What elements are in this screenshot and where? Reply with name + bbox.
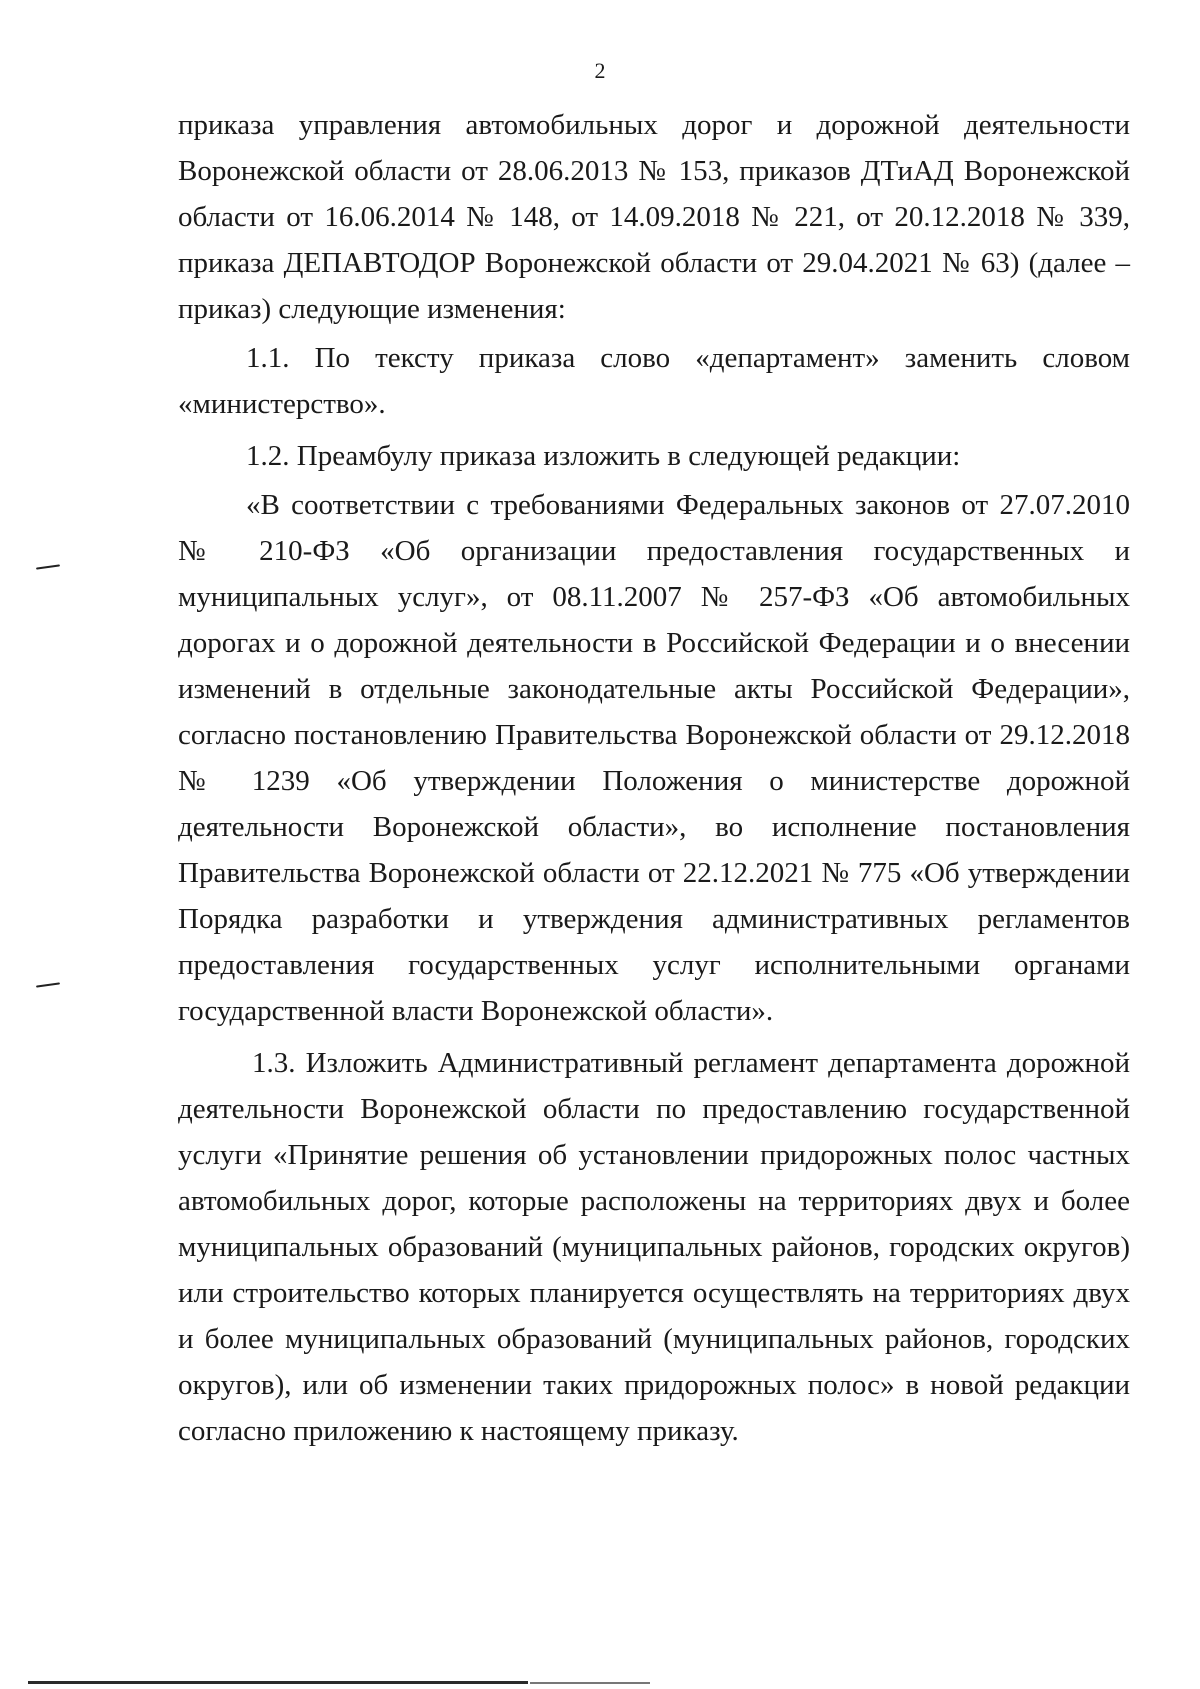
scan-artifact-mark [36,982,60,987]
paragraph-item-1-3: 1.3. Изложить Административный регламент департамента дорожной деятельности Воронежской области по предоставлению государственной услуги «Принятие решения об установлении придорожных полос частных автомобильных дорог, которые расположены на территориях двух и более муниципальных образований (муниципальных районов, городских округов) или строительство которых планируется осуществлять на территориях двух и более муниципальных образований (муниципальных районов, городских округов), или об изменении таких придорожных полос» в новой редакции согласно приложению к настоящему приказу. [178,1047,1130,1447]
paragraph-item-1-1: 1.1. По тексту приказа слово «департамент» заменить словом «министерство». [178,342,1130,420]
scan-bottom-edge [28,1681,528,1684]
paragraph-preamble-quote: «В соответствии с требованиями Федеральных законов от 27.07.2010 № 210-ФЗ «Об организации предоставления государственных и муниципальных услуг», от 08.11.2007 № 257-ФЗ «Об автомобильных дорогах и о дорожной деятельности в Российской Федерации и о внесении изменений в отдельные законодательные акты Российской Федерации», согласно постановлению Правительства Воронежской области от 29.12.2018 № 1239 «Об утверждении Положения о министерстве дорожной деятельности Воронежской области», во исполнение постановления Правительства Воронежской области от 22.12.2021 № 775 «Об утверждении Порядка разработки и утверждения административных регламентов предоставления государственных услуг исполнительными органами государственной власти Воронежской области». [178,489,1130,1027]
paragraph-item-1-2: 1.2. Преамбулу приказа изложить в следующей редакции: [246,440,961,472]
paragraph-continuation: приказа управления автомобильных дорог и дорожной деятельности Воронежской области от 28.06.2013 № 153, приказов ДТиАД Воронежской области от 16.06.2014 № 148, от 14.09.2018 № 221, от 20.12.2018 № 339, приказа ДЕПАВТОДОР Воронежской области от 29.04.2021 № 63) (далее – приказ) следующие изменения: [178,109,1130,325]
document-body [178,102,1130,1454]
scan-bottom-edge [530,1682,650,1684]
page-number: 2 [594,58,606,83]
scan-artifact-mark [36,564,60,569]
